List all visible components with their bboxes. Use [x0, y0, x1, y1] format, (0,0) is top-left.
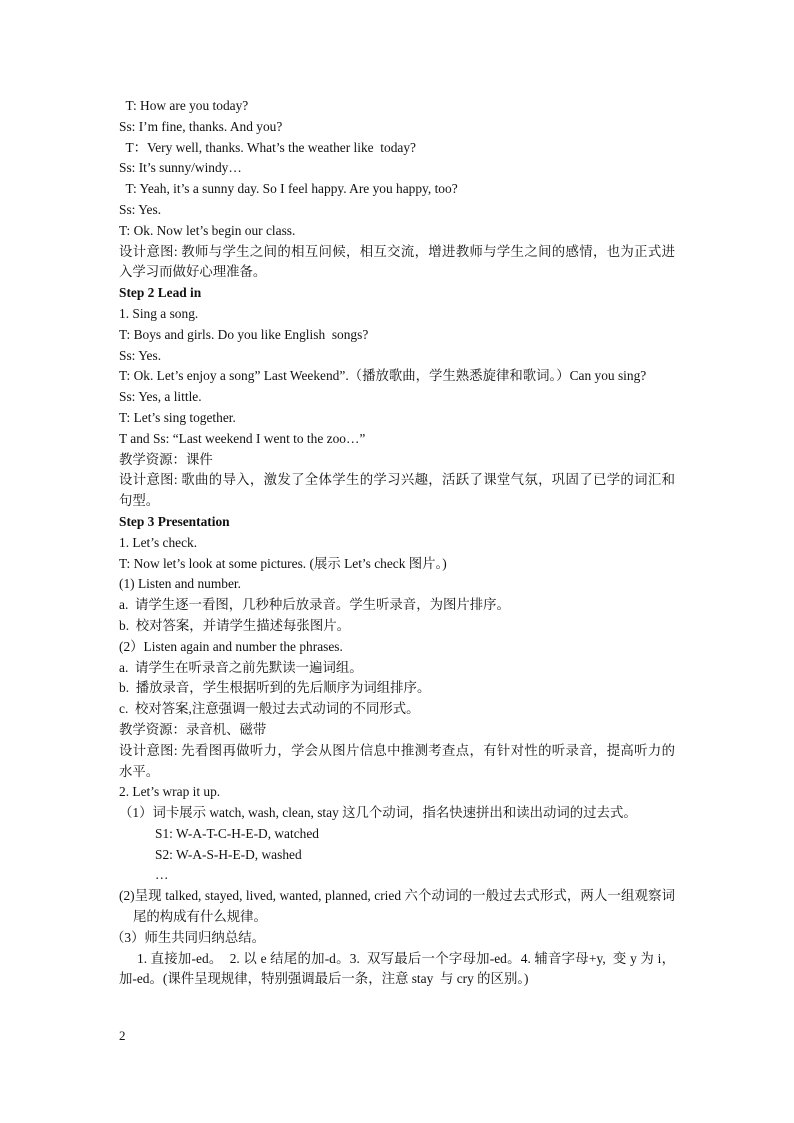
- design-intent-3: 设计意图: 先看图再做听力，学会从图片信息中推测考查点，有针对性的听录音，提高听力的水平。: [119, 742, 675, 779]
- step-3-line: c. 校对答案,注意强调一般过去式动词的不同形式。: [119, 701, 420, 717]
- step-2-line: 1. Sing a song.: [119, 305, 199, 321]
- student-example: S2: W-A-S-H-E-D, washed: [155, 846, 302, 862]
- dialogue-line: Ss: It’s sunny/windy…: [119, 160, 242, 176]
- dialogue-line: T: Yeah, it’s a sunny day. So I feel happy. Are you happy, too?: [119, 181, 458, 197]
- wrap-up-step-1: （1）词卡展示 watch, wash, clean, stay 这几个动词，指名快速拼出和读出动词的过去式。: [119, 805, 637, 821]
- dialogue-line: Ss: I’m fine, thanks. And you?: [119, 118, 283, 134]
- teaching-resource: 教学资源：课件: [119, 451, 213, 467]
- step-3-line: T: Now let’s look at some pictures. (展示 Let’s check 图片。): [119, 555, 447, 571]
- ellipsis: …: [155, 867, 169, 883]
- wrap-up-step-3: （3）师生共同归纳总结。: [111, 929, 265, 945]
- step-2-heading: Step 2 Lead in: [119, 285, 202, 301]
- rules-summary: 1. 直接加-ed。 2. 以 e 结尾的加-d。3. 双写最后一个字母加-ed。4. 辅音字母+y, 变 y 为 i，加-ed。(课件呈现规律，特别强调最后一条，注意 stay 与 cry 的区别。): [119, 950, 675, 987]
- wrap-up-title: 2. Let’s wrap it up.: [119, 784, 221, 800]
- step-3-line: (2）Listen again and number the phrases.: [119, 638, 343, 654]
- document-body: [111, 96, 675, 990]
- dialogue-line: T: How are you today?: [119, 98, 249, 113]
- step-3-line: 1. Let’s check.: [119, 534, 198, 550]
- wrap-up-step-2: (2)呈现 talked, stayed, lived, wanted, planned, cried 六个动词的一般过去式形式，两人一组观察词尾的构成有什么规律。: [119, 888, 675, 925]
- dialogue-line: T: Ok. Now let’s begin our class.: [119, 222, 296, 238]
- step-2-line: T and Ss: “Last weekend I went to the zoo…”: [119, 430, 366, 446]
- enjoy-song-line: T: Ok. Let’s enjoy a song” Last Weekend”.（播放歌曲，学生熟悉旋律和歌词。）Can you sing?: [119, 368, 647, 384]
- step-2-line: T: Let’s sing together.: [119, 409, 236, 425]
- dialogue-line: Ss: Yes.: [119, 201, 162, 217]
- step-3-heading: Step 3 Presentation: [119, 513, 230, 529]
- teaching-resource: 教学资源：录音机、磁带: [119, 721, 267, 737]
- student-example: S1: W-A-T-C-H-E-D, watched: [155, 825, 320, 841]
- page-number: 2: [119, 1028, 126, 1043]
- step-3-line: b. 播放录音，学生根据听到的先后顺序为词组排序。: [119, 680, 431, 696]
- step-3-line: a. 请学生在听录音之前先默读一遍词组。: [119, 659, 363, 675]
- step-3-line: (1) Listen and number.: [119, 576, 241, 592]
- step-2-line: Ss: Yes, a little.: [119, 389, 202, 405]
- step-3-line: b. 校对答案，并请学生描述每张图片。: [119, 617, 350, 633]
- dialogue-line: T：Very well, thanks. What’s the weather like today?: [119, 139, 416, 155]
- step-3-line: a. 请学生逐一看图，几秒种后放录音。学生听录音，为图片排序。: [119, 597, 510, 613]
- design-intent-2: 设计意图: 歌曲的导入，激发了全体学生的学习兴趣，活跃了课堂气氛，巩固了已学的词汇和句型。: [119, 472, 675, 509]
- step-2-line: T: Boys and girls. Do you like English songs?: [119, 326, 369, 342]
- design-intent-1: 设计意图: 教师与学生之间的相互问候，相互交流，增进教师与学生之间的感情，也为正式进入学习而做好心理准备。: [119, 243, 675, 280]
- step-2-line: Ss: Yes.: [119, 347, 162, 363]
